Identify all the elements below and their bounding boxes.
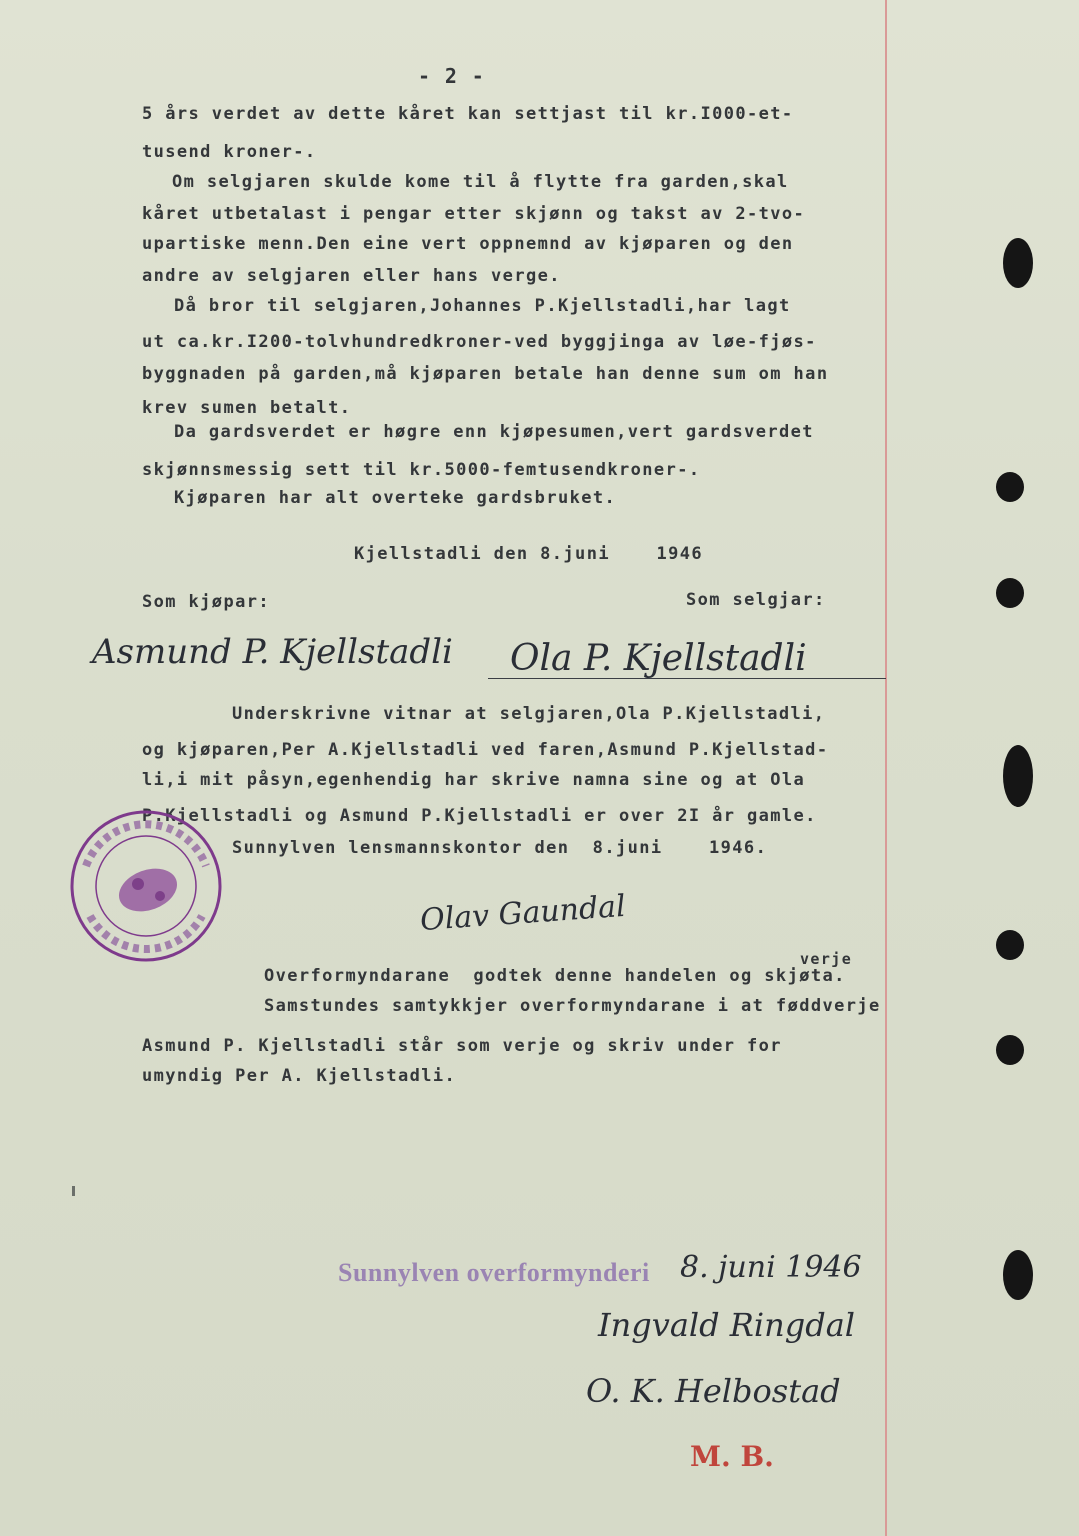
guardians-line: Samstundes samtykkjer overformyndarane i at føddverje	[264, 996, 881, 1016]
seller-label: Som selgjar:	[686, 590, 826, 610]
red-initials: M. B.	[690, 1440, 774, 1473]
guardians-line: Overformyndarane godtek denne handelen og skjøta.	[264, 966, 846, 986]
witness-line: Sunnylven lensmannskontor den 8.juni 1946.	[232, 838, 768, 858]
witness-line: P.Kjellstadli og Asmund P.Kjellstadli er over 2I år gamle.	[142, 806, 817, 826]
body-line: andre av selgjaren eller hans verge.	[142, 266, 561, 286]
body-line: Da gardsverdet er høgre enn kjøpesumen,vert gardsverdet	[174, 422, 814, 442]
punch-hole	[996, 472, 1024, 502]
witness-line: li,i mit påsyn,egenhendig har skrive namna sine og at Ola	[142, 770, 806, 790]
buyer-signature: Asmund P. Kjellstadli	[92, 632, 453, 672]
body-line: Om selgjaren skulde kome til å flytte fra garden,skal	[172, 172, 789, 192]
body-line: krev sumen betalt.	[142, 398, 352, 418]
guardians-line: Asmund P. Kjellstadli står som verje og skriv under for	[142, 1036, 782, 1056]
body-line: kåret utbetalast i pengar etter skjønn og takst av 2-tvo-	[142, 204, 806, 224]
buyer-label: Som kjøpar:	[142, 592, 270, 612]
witness-line: Underskrivne vitnar at selgjaren,Ola P.Kjellstadli,	[232, 704, 826, 724]
body-line: upartiske menn.Den eine vert oppnemnd av kjøparen og den	[142, 234, 794, 254]
body-line: skjønnsmessig sett til kr.5000-femtusendkroner-.	[142, 460, 701, 480]
office-stamp: Sunnylven overformynderi	[338, 1258, 650, 1287]
body-line: 5 års verdet av dette kåret kan settjast til kr.I000-et-	[142, 104, 794, 124]
page-number: - 2 -	[418, 64, 486, 88]
punch-hole	[996, 578, 1024, 608]
guardians-line: umyndig Per A. Kjellstadli.	[142, 1066, 457, 1086]
body-line: tusend kroner-.	[142, 142, 317, 162]
signature-underline	[488, 678, 886, 679]
punch-hole	[1003, 745, 1033, 807]
guardian-signature-1: Ingvald Ringdal	[598, 1306, 855, 1344]
punch-hole	[1003, 238, 1033, 288]
punch-hole	[996, 1035, 1024, 1065]
witness-signature: Olav Gaundal	[419, 888, 627, 939]
place-date: Kjellstadli den 8.juni 1946	[354, 544, 704, 564]
lensmann-seal-icon	[66, 806, 226, 966]
body-line: byggnaden på garden,må kjøparen betale han denne sum om han	[142, 364, 829, 384]
stamp-date: 8. juni 1946	[680, 1250, 862, 1285]
guardian-signature-2: O. K. Helbostad	[586, 1372, 841, 1410]
body-line: Kjøparen har alt overteke gardsbruket.	[174, 488, 617, 508]
bleed-through-mark	[72, 1186, 75, 1196]
punch-hole	[1003, 1250, 1033, 1300]
seller-signature: Ola P. Kjellstadli	[510, 638, 807, 679]
punch-hole	[996, 930, 1024, 960]
body-line: ut ca.kr.I200-tolvhundredkroner-ved byggjinga av løe-fjøs-	[142, 332, 817, 352]
body-line: Då bror til selgjaren,Johannes P.Kjellstadli,har lagt	[174, 296, 791, 316]
correction-verje: verje	[800, 950, 853, 968]
margin-rule	[885, 0, 887, 1536]
witness-line: og kjøparen,Per A.Kjellstadli ved faren,Asmund P.Kjellstad-	[142, 740, 829, 760]
